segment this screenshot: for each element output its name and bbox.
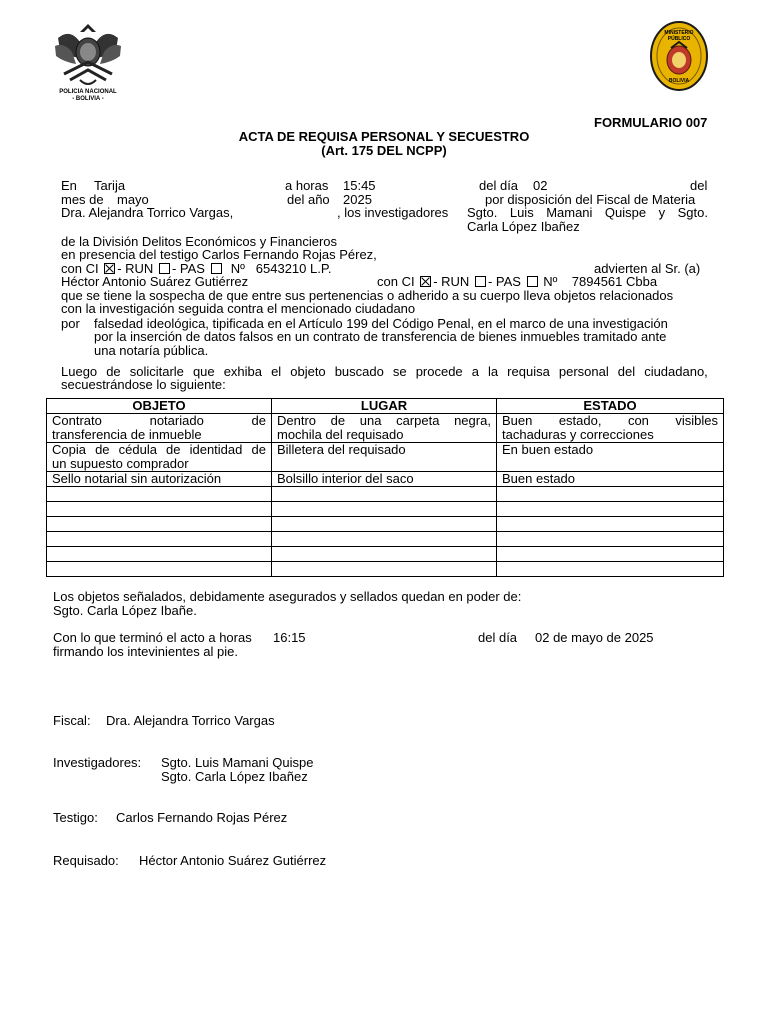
requisado-run-checkbox[interactable] <box>475 276 486 287</box>
requisado-id-line: con CI - RUN - PAS Nº 7894561 Cbba <box>377 274 658 289</box>
header-estado: ESTADO <box>497 399 724 414</box>
signature-investigadores-label: Investigadores: <box>53 755 142 770</box>
cell-lugar: Billetera del requisado <box>272 443 497 472</box>
intro-city: Tarija <box>94 178 126 193</box>
testigo-ci-checkbox[interactable] <box>104 263 115 274</box>
empty-table-row <box>47 532 724 547</box>
delito-line-3: una notaría pública. <box>94 343 209 358</box>
intro-investigacion: con la investigación seguida contra el mencionado ciudadano <box>61 301 416 316</box>
intro-del-anio: del año <box>287 192 330 207</box>
intro-por: por <box>61 316 80 331</box>
luego-line-1: Luego de solicitarle que exhiba el objeto buscado se procede a la requisa personal del ciudadano, <box>61 364 708 379</box>
form-code: FORMULARIO 007 <box>594 115 708 130</box>
header-objeto: OBJETO <box>47 399 272 414</box>
empty-table-row <box>47 502 724 517</box>
custody-line-1: Los objetos señalados, debidamente asegurados y sellados quedan en poder de: <box>53 589 522 604</box>
signature-investigador-2: Sgto. Carla López Ibañez <box>161 769 308 784</box>
cell-lugar: Dentro de una carpeta negra, mochila del requisado <box>272 414 497 443</box>
requisado-pas-checkbox[interactable] <box>527 276 538 287</box>
cell-objeto: Copia de cédula de identidad de un supuesto comprador <box>47 443 272 472</box>
intro-los-investigadores: , los investigadores <box>337 205 449 220</box>
intro-day: 02 <box>533 178 548 193</box>
intro-time: 15:45 <box>343 178 376 193</box>
delito-line-1: falsedad ideológica, tipificada en el Artículo 199 del Código Penal, en el marco de una investigación <box>94 316 668 331</box>
cell-estado: En buen estado <box>497 443 724 472</box>
logo-caption-line-2: - BOLIVIA - <box>72 96 104 102</box>
empty-table-row <box>47 562 724 577</box>
intro-division: de la División Delitos Económicos y Financieros <box>61 234 338 249</box>
intro-advierten: advierten al Sr. (a) <box>594 261 701 276</box>
testigo-ci-number: 6543210 L.P. <box>255 261 332 276</box>
closing-end-date: 02 de mayo de 2025 <box>535 630 654 645</box>
signature-fiscal-label: Fiscal: <box>53 713 91 728</box>
testigo-pas-checkbox[interactable] <box>211 263 222 274</box>
table-header-row <box>47 399 724 414</box>
logo-caption-line-1: POLICIA NACIONAL <box>59 89 117 95</box>
requisado-ci-checkbox[interactable] <box>420 276 431 287</box>
intro-year: 2025 <box>343 192 372 207</box>
intro-del: del <box>690 178 708 193</box>
police-eagle-emblem-icon <box>50 18 126 90</box>
signature-testigo-label: Testigo: <box>53 810 98 825</box>
document-title: ACTA DE REQUISA PERSONAL Y SECUESTRO <box>238 129 530 144</box>
intro-investigadores-line-1: Sgto. Luis Mamani Quispe y Sgto. <box>467 205 708 220</box>
cell-lugar: Bolsillo interior del saco <box>272 472 497 487</box>
seal-text-bottom: BOLIVIA <box>668 78 690 84</box>
signature-requisado-label: Requisado: <box>53 853 119 868</box>
intro-a-horas: a horas <box>285 178 329 193</box>
seal-text-top: MINISTERIO PÚBLICO <box>664 30 694 42</box>
empty-table-row <box>47 517 724 532</box>
intro-sospecha: que se tiene la sospecha de que entre sus pertenencias o adherido a su cuerpo lleva objetos relacionados <box>61 288 674 303</box>
cell-objeto: Sello notarial sin autorización <box>47 472 272 487</box>
empty-table-row <box>47 547 724 562</box>
ministerio-publico-seal <box>649 20 709 92</box>
closing-del-dia: del día <box>478 630 518 645</box>
intro-mes-de: mes de <box>61 192 104 207</box>
cell-estado: Buen estado, con visibles tachaduras y correcciones <box>497 414 724 443</box>
requisado-name: Héctor Antonio Suárez Gutiérrez <box>61 274 249 289</box>
closing-end-time: 16:15 <box>273 630 306 645</box>
luego-line-2: secuestrándose lo siguiente: <box>61 377 226 392</box>
intro-month: mayo <box>117 192 149 207</box>
intro-investigadores-line-2: Carla López Ibañez <box>467 219 580 234</box>
intro-en: En <box>61 178 77 193</box>
header-lugar: LUGAR <box>272 399 497 414</box>
policia-nacional-logo <box>50 18 126 104</box>
cell-objeto: Contrato notariado de transferencia de inmueble <box>47 414 272 443</box>
closing-termino: Con lo que terminó el acto a horas <box>53 630 252 645</box>
requisado-ci-number: 7894561 Cbba <box>571 274 658 289</box>
seized-items-table <box>46 398 724 577</box>
table-row <box>47 443 724 472</box>
signature-fiscal-name: Dra. Alejandra Torrico Vargas <box>106 713 275 728</box>
document-subtitle: (Art. 175 DEL NCPP) <box>321 143 447 158</box>
custody-line-2: Sgto. Carla López Ibañe. <box>53 603 197 618</box>
testigo-run-checkbox[interactable] <box>159 263 170 274</box>
delito-line-2: por la inserción de datos falsos en un contrato de transferencia de bienes inmuebles tramitado ante <box>94 329 667 344</box>
table-row <box>47 414 724 443</box>
closing-firmando: firmando los intevinientes al pie. <box>53 644 238 659</box>
signature-requisado-name: Héctor Antonio Suárez Gutiérrez <box>139 853 327 868</box>
cell-estado: Buen estado <box>497 472 724 487</box>
intro-testigo: en presencia del testigo Carlos Fernando Rojas Pérez, <box>61 247 377 262</box>
empty-table-row <box>47 487 724 502</box>
table-row <box>47 472 724 487</box>
signature-testigo-name: Carlos Fernando Rojas Pérez <box>116 810 288 825</box>
intro-por-disposicion: por disposición del Fiscal de Materia <box>485 192 696 207</box>
intro-fiscal: Dra. Alejandra Torrico Vargas, <box>61 205 234 220</box>
signature-investigador-1: Sgto. Luis Mamani Quispe <box>161 755 314 770</box>
intro-del-dia: del día <box>479 178 519 193</box>
testigo-id-line: con CI - RUN - PAS Nº 6543210 L.P. <box>61 261 332 276</box>
